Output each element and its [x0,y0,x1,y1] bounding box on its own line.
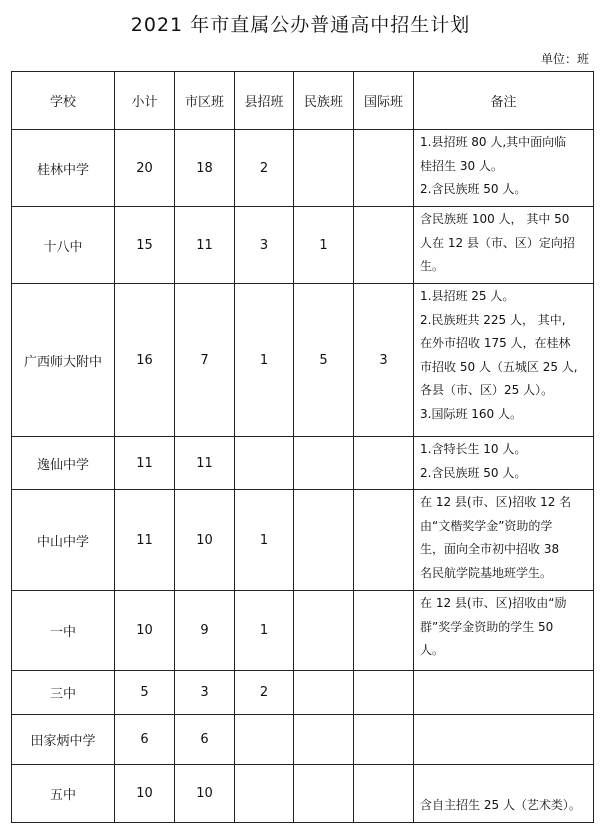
cell-intl-class [354,715,414,765]
cell-notes [414,715,594,765]
note-line: 生，面向全市初中招收 38 [420,542,560,556]
table-row [12,207,594,284]
cell-ethnic-class [294,130,354,207]
cell-notes [414,207,594,284]
cell-intl-class [354,437,414,490]
cell-city-class: 7 [175,284,235,437]
cell-notes [414,130,594,207]
cell-school: 三中 [12,671,115,715]
cell-ethnic-class: 1 [294,207,354,284]
cell-notes [414,437,594,490]
table-row [12,437,594,490]
cell-intl-class [354,207,414,284]
note-line [420,771,589,795]
cell-total: 5 [115,671,175,715]
note-line: 在外市招收 175 人，在桂林 [420,336,571,350]
note-line: 人。 [420,643,445,657]
header-notes: 备注 [414,72,594,130]
note-line: 1.县招班 25 人。 [420,289,515,303]
note-line: 在 12 县(市、区)招收由“励 [420,596,567,610]
cell-school: 五中 [12,765,115,823]
table-body [12,130,594,823]
cell-county-class [235,765,294,823]
cell-county-class: 3 [235,207,294,284]
note-line: 由“文楷奖学金”资助的学 [420,518,553,533]
cell-city-class: 10 [175,765,235,823]
header-county-class: 县招班 [235,72,294,130]
cell-ethnic-class [294,437,354,490]
cell-county-class [235,715,294,765]
cell-city-class: 10 [175,490,235,591]
header-total: 小计 [115,72,175,130]
cell-total: 10 [115,765,175,823]
cell-notes [414,490,594,591]
cell-total: 20 [115,130,175,207]
cell-school: 田家炳中学 [12,715,115,765]
cell-notes [414,671,594,715]
cell-school: 十八中 [12,207,115,284]
cell-ethnic-class [294,490,354,591]
cell-notes [414,591,594,671]
cell-city-class: 18 [175,130,235,207]
cell-county-class: 1 [235,591,294,671]
table-row [12,490,594,591]
note-line: 群”奖学金资助的学生 50 [420,619,554,634]
note-line: 生。 [420,259,445,273]
cell-intl-class [354,671,414,715]
cell-ethnic-class [294,671,354,715]
table-row [12,284,594,437]
note-line: 含民族班 100 人， 其中 50 [420,212,570,226]
header-school: 学校 [12,72,115,130]
cell-total: 11 [115,437,175,490]
cell-intl-class [354,765,414,823]
cell-total: 16 [115,284,175,437]
cell-total: 11 [115,490,175,591]
cell-intl-class [354,490,414,591]
cell-intl-class [354,591,414,671]
enrollment-plan-table [11,71,594,823]
cell-school: 桂林中学 [12,130,115,207]
note-line: 市招收 50 人（五城区 25 人, [420,359,578,374]
cell-city-class: 6 [175,715,235,765]
cell-city-class: 9 [175,591,235,671]
cell-notes [414,284,594,437]
cell-ethnic-class: 5 [294,284,354,437]
header-row [12,72,594,130]
header-ethnic-class: 民族班 [294,72,354,130]
cell-school: 逸仙中学 [12,437,115,490]
cell-county-class: 1 [235,284,294,437]
unit-label: 单位：班 [540,52,589,66]
cell-county-class: 2 [235,671,294,715]
note-line: 1.含特长生 10 人。 [420,442,527,456]
note-line: 1.县招班 80 人,其中面向临 [420,135,567,149]
note-line: 3.国际班 160 人。 [420,406,522,421]
table-row [12,715,594,765]
note-line: 人在 12 县（市、区）定向招 [420,235,575,250]
page-title: 2021 年市直属公办普通高中招生计划 [130,14,471,36]
cell-ethnic-class [294,591,354,671]
cell-city-class: 11 [175,207,235,284]
cell-county-class: 2 [235,130,294,207]
cell-notes [414,765,594,823]
cell-county-class [235,437,294,490]
note-line: 桂招生 30 人。 [420,158,503,173]
cell-school: 广西师大附中 [12,284,115,437]
header-city-class: 市区班 [175,72,235,130]
table-row [12,765,594,823]
note-line: 含自主招生 25 人（艺术类）。 [420,798,581,812]
cell-total: 10 [115,591,175,671]
cell-school: 一中 [12,591,115,671]
cell-school: 中山中学 [12,490,115,591]
cell-total: 6 [115,715,175,765]
note-line: 2.含民族班 50 人。 [420,465,527,480]
header-intl-class: 国际班 [354,72,414,130]
note-line: 名民航学院基地班学生。 [420,565,553,580]
table-row [12,591,594,671]
table-row [12,671,594,715]
cell-ethnic-class [294,715,354,765]
note-line: 各县（市、区）25 人）。 [420,383,554,397]
cell-city-class: 3 [175,671,235,715]
cell-county-class: 1 [235,490,294,591]
cell-intl-class: 3 [354,284,414,437]
note-line: 在 12 县(市、区)招收 12 名 [420,495,572,509]
note-line: 2.民族班共 225 人， 其中, [420,312,566,327]
table-row [12,130,594,207]
cell-total: 15 [115,207,175,284]
cell-ethnic-class [294,765,354,823]
note-line: 2.含民族班 50 人。 [420,182,527,196]
cell-city-class: 11 [175,437,235,490]
cell-intl-class [354,130,414,207]
